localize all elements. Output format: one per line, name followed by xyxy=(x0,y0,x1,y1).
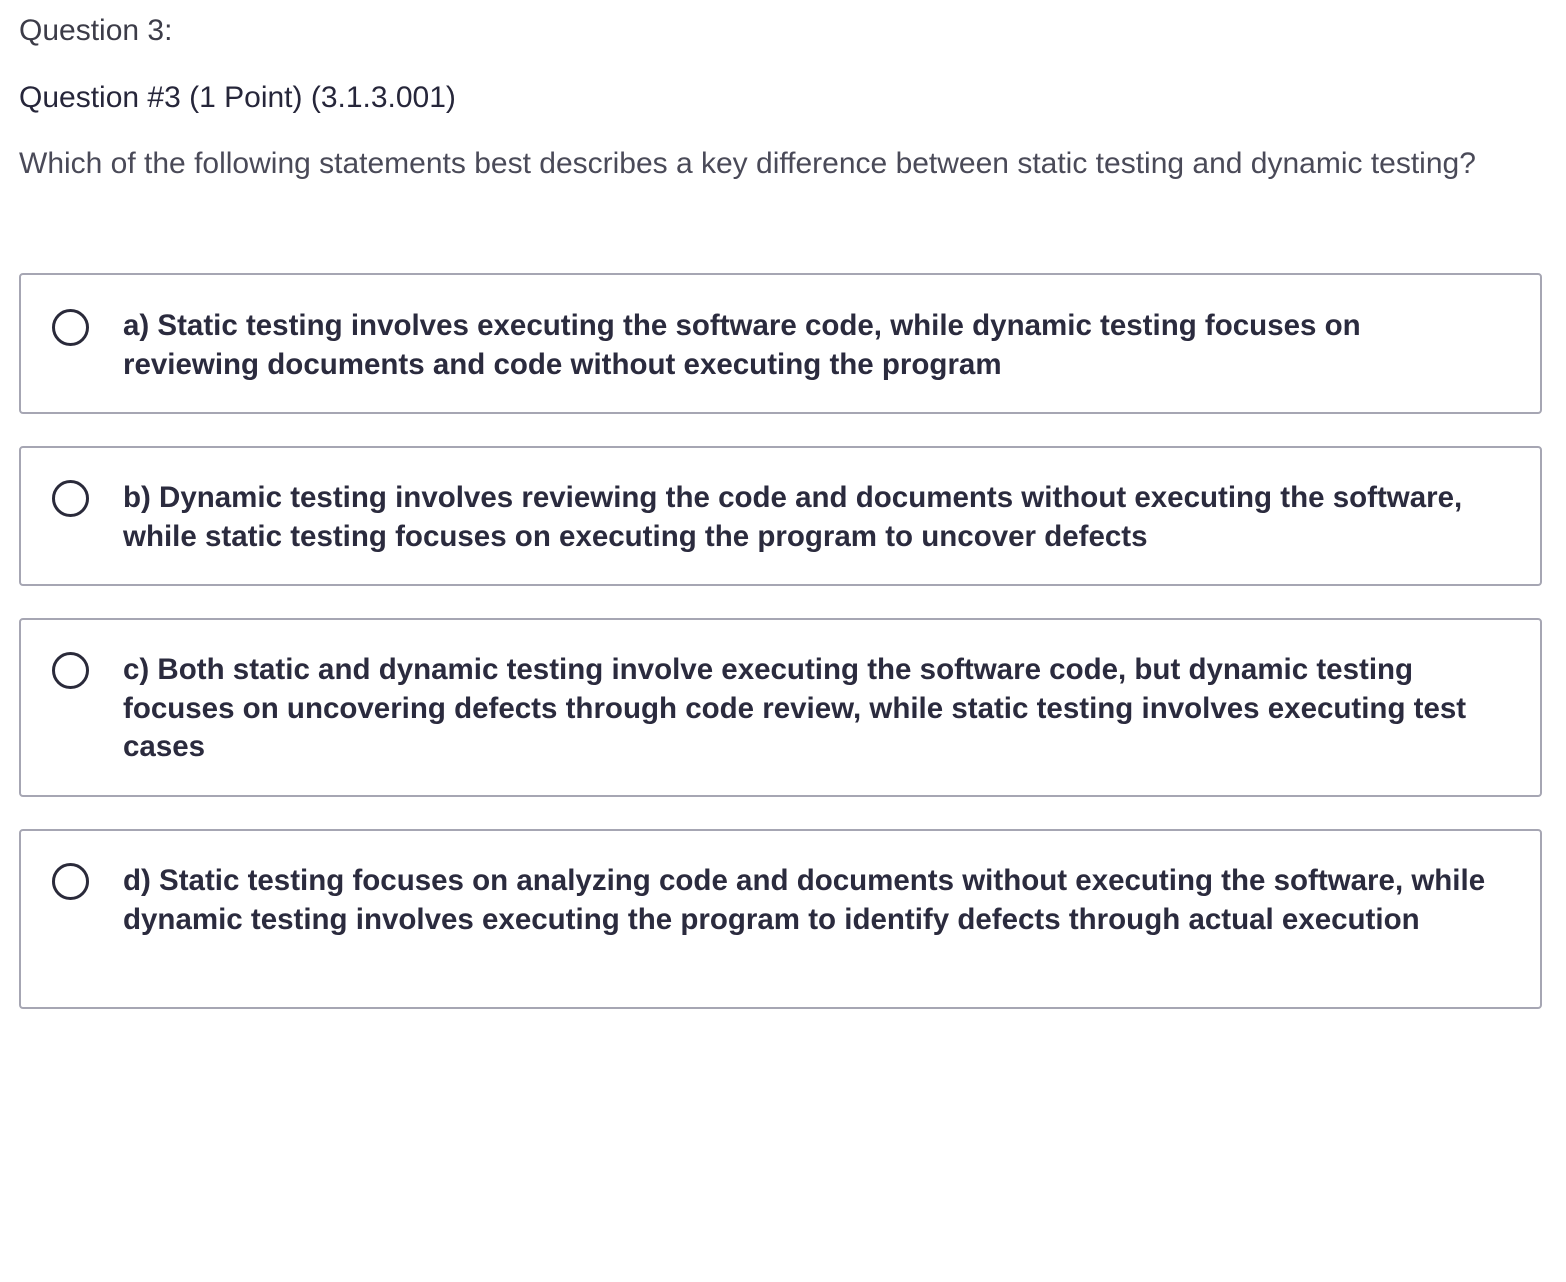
answer-option-label: d) Static testing focuses on analyzing code and documents without executing the software, while dynamic testing involves executing the program to identify defects through actual execution xyxy=(123,864,1486,936)
answer-option-d[interactable] xyxy=(19,829,1542,1009)
question-number-label: Question 3: xyxy=(19,14,173,47)
radio-button-icon[interactable] xyxy=(52,863,89,900)
radio-button-icon[interactable] xyxy=(52,480,89,517)
answer-option-a[interactable] xyxy=(19,273,1542,414)
question-prompt: Which of the following statements best describes a key difference between static testing and dynamic testing? xyxy=(19,147,1476,180)
answer-option-b[interactable] xyxy=(19,446,1542,586)
answer-option-c[interactable] xyxy=(19,618,1542,797)
question-heading: Question #3 (1 Point) (3.1.3.001) xyxy=(19,81,456,114)
answer-option-label: c) Both static and dynamic testing involve executing the software code, but dynamic testing focuses on uncovering defects through code review, while static testing involves executing test cases xyxy=(123,653,1467,763)
radio-button-icon[interactable] xyxy=(52,652,89,689)
radio-button-icon[interactable] xyxy=(52,309,89,346)
answer-option-label: b) Dynamic testing involves reviewing the code and documents without executing the software, while static testing focuses on executing the program to uncover defects xyxy=(123,481,1463,553)
answer-option-label: a) Static testing involves executing the software code, while dynamic testing focuses on reviewing documents and code without executing the program xyxy=(123,309,1361,381)
